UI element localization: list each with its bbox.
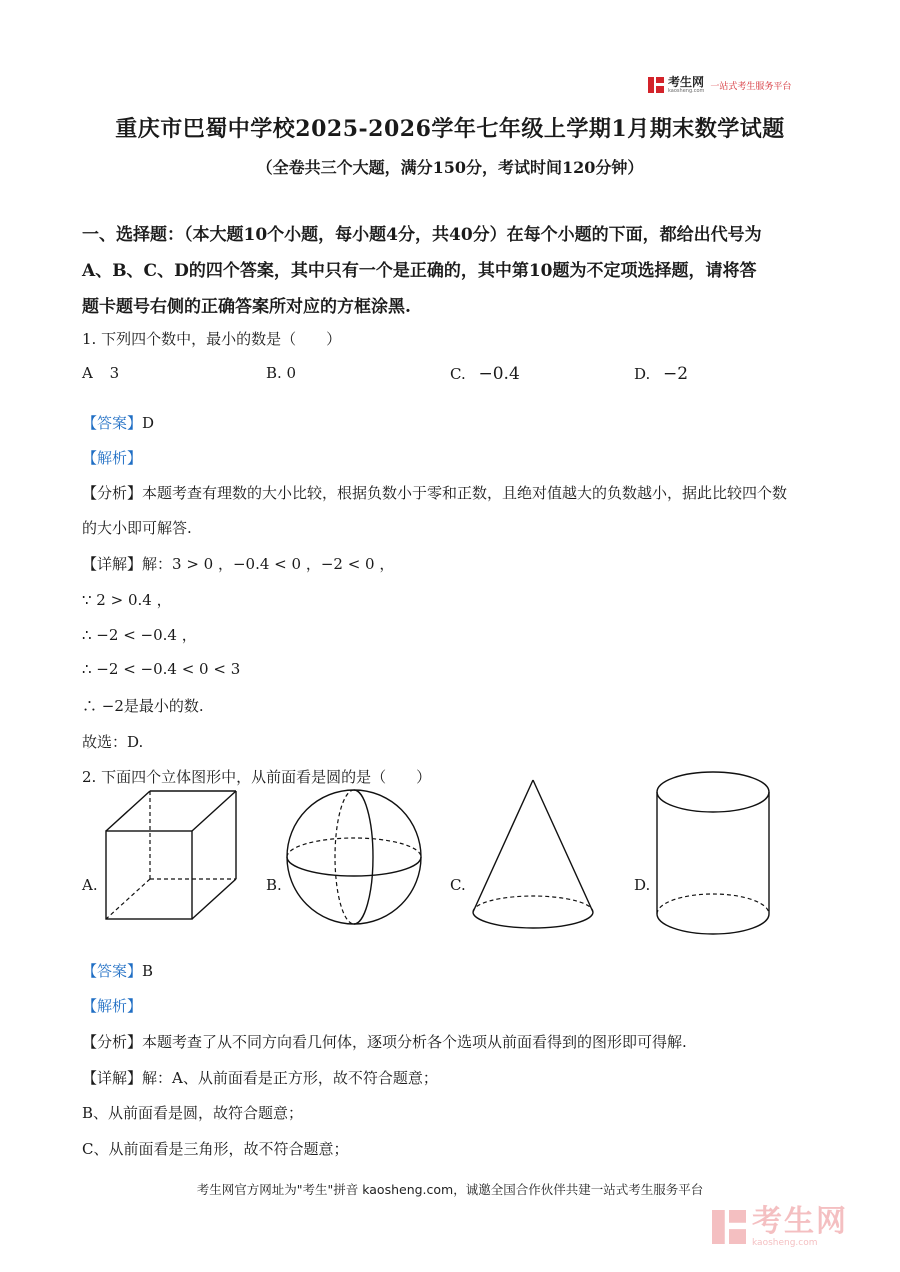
q1-option-b-label: B. 0 [266,364,297,382]
section-heading-line-3: 题卡题号右侧的正确答案所对应的方框涂黑. [82,297,411,317]
q1-fenxi-text-1: 本题考查有理数的大小比较，根据负数小于零和正数，且绝对值越大的负数越小，据此比较四个数 [142,484,788,502]
section-heading-line-2: A、B、C、D的四个答案，其中只有一个是正确的，其中第10题为不定项选择题，请将答 [82,261,757,281]
q1-detail-line-2: ∵ 2 > 0.4 ， [82,591,172,609]
q1-option-c-text: −0.4 [478,364,520,384]
q2-fenxi [82,1031,687,1052]
q2-answer [82,960,153,981]
q2-figure-label-d: D. [634,876,651,894]
q2-answer-value: B [142,962,154,980]
q2-detail-line-2: B、从前面看是圆，故符合题意； [82,1104,304,1122]
q1-stem: 1. 下列四个数中，最小的数是（ ） [82,330,342,348]
q2-figure-sphere [283,786,425,928]
q2-fenxi-tag: 【分析】 [82,1033,143,1051]
page-title: 重庆市巴蜀中学校2025-2026学年七年级上学期1月期末数学试题 [115,116,785,142]
logo-name: 考生网 [668,75,705,89]
q1-answer-value: D [142,414,155,432]
section-heading-line-1: 一、选择题：（本大题10个小题，每小题4分，共40分）在每个小题的下面，都给出代号为 [82,225,762,245]
watermark-name: 考生网 [752,1204,848,1239]
q2-detail-line-1 [82,1067,438,1088]
header-logo [648,74,791,96]
q1-analysis-tag: 【解析】 [82,449,143,467]
q1-option-a-text: 3 [109,364,120,382]
watermark-text [752,1206,848,1248]
q1-option-c [450,364,520,384]
q2-figure-label-b: B. [266,876,282,894]
q2-detail-tag: 【详解】 [82,1069,143,1087]
q2-figure-label-c: C. [450,876,466,894]
q2-figure-cone [468,776,598,934]
watermark-domain: kaosheng.com [752,1238,818,1248]
q2-figure-cube [100,785,245,925]
q1-option-d-label: D. [634,365,651,383]
q1-detail-line-6: 故选：D. [82,733,144,751]
q1-option-a [82,364,119,382]
q1-option-b [266,364,296,382]
q1-fenxi-line-1 [82,482,787,503]
q1-option-d-text: −2 [663,364,689,384]
watermark-logo [712,1206,848,1248]
q1-option-a-label: A [82,364,93,382]
q2-analysis-tag: 【解析】 [82,997,143,1015]
q1-fenxi-tag: 【分析】 [82,484,143,502]
page-subtitle: （全卷共三个大题，满分150分，考试时间120分钟） [256,158,644,177]
logo-slogan: 一站式考生服务平台 [710,81,792,92]
logo-domain: kaosheng.com [668,88,705,94]
q1-answer [82,412,154,433]
q1-option-c-label: C. [450,365,466,383]
q1-fenxi-line-2: 的大小即可解答. [82,519,192,537]
q1-detail-line-5: ∴ −2是最小的数. [82,697,204,715]
q1-answer-tag: 【答案】 [82,414,143,432]
q2-answer-tag: 【答案】 [82,962,143,980]
q1-detail-line-1 [82,553,394,574]
logo-text [668,76,704,94]
watermark-logo-icon [712,1210,746,1244]
q2-fenxi-text: 本题考查了从不同方向看几何体，逐项分析各个选项从前面看得到的图形即可得解. [142,1033,687,1051]
q1-detail-text-1: 解：3 > 0 ，−0.4 < 0 ，−2 < 0 ， [142,555,395,573]
kaosheng-logo-icon [648,77,664,93]
q2-figure-label-a: A. [82,876,98,894]
q1-detail-tag: 【详解】 [82,555,143,573]
q1-option-d [634,364,688,384]
q2-detail-line-3: C、从前面看是三角形，故不符合题意； [82,1140,349,1158]
q2-stem: 2. 下面四个立体图形中，从前面看是圆的是（ ） [82,768,432,786]
q1-detail-line-3: ∴ −2 < −0.4 ， [82,626,197,644]
q2-detail-text-1: 解：A、从前面看是正方形，故不符合题意； [142,1069,438,1087]
q1-detail-line-4: ∴ −2 < −0.4 < 0 < 3 [82,660,241,678]
q2-figure-cylinder [652,768,774,944]
page-footer: 考生网官方网址为"考生"拼音 kaosheng.com，诚邀全国合作伙伴共建一站式考生服务平台 [196,1182,704,1197]
